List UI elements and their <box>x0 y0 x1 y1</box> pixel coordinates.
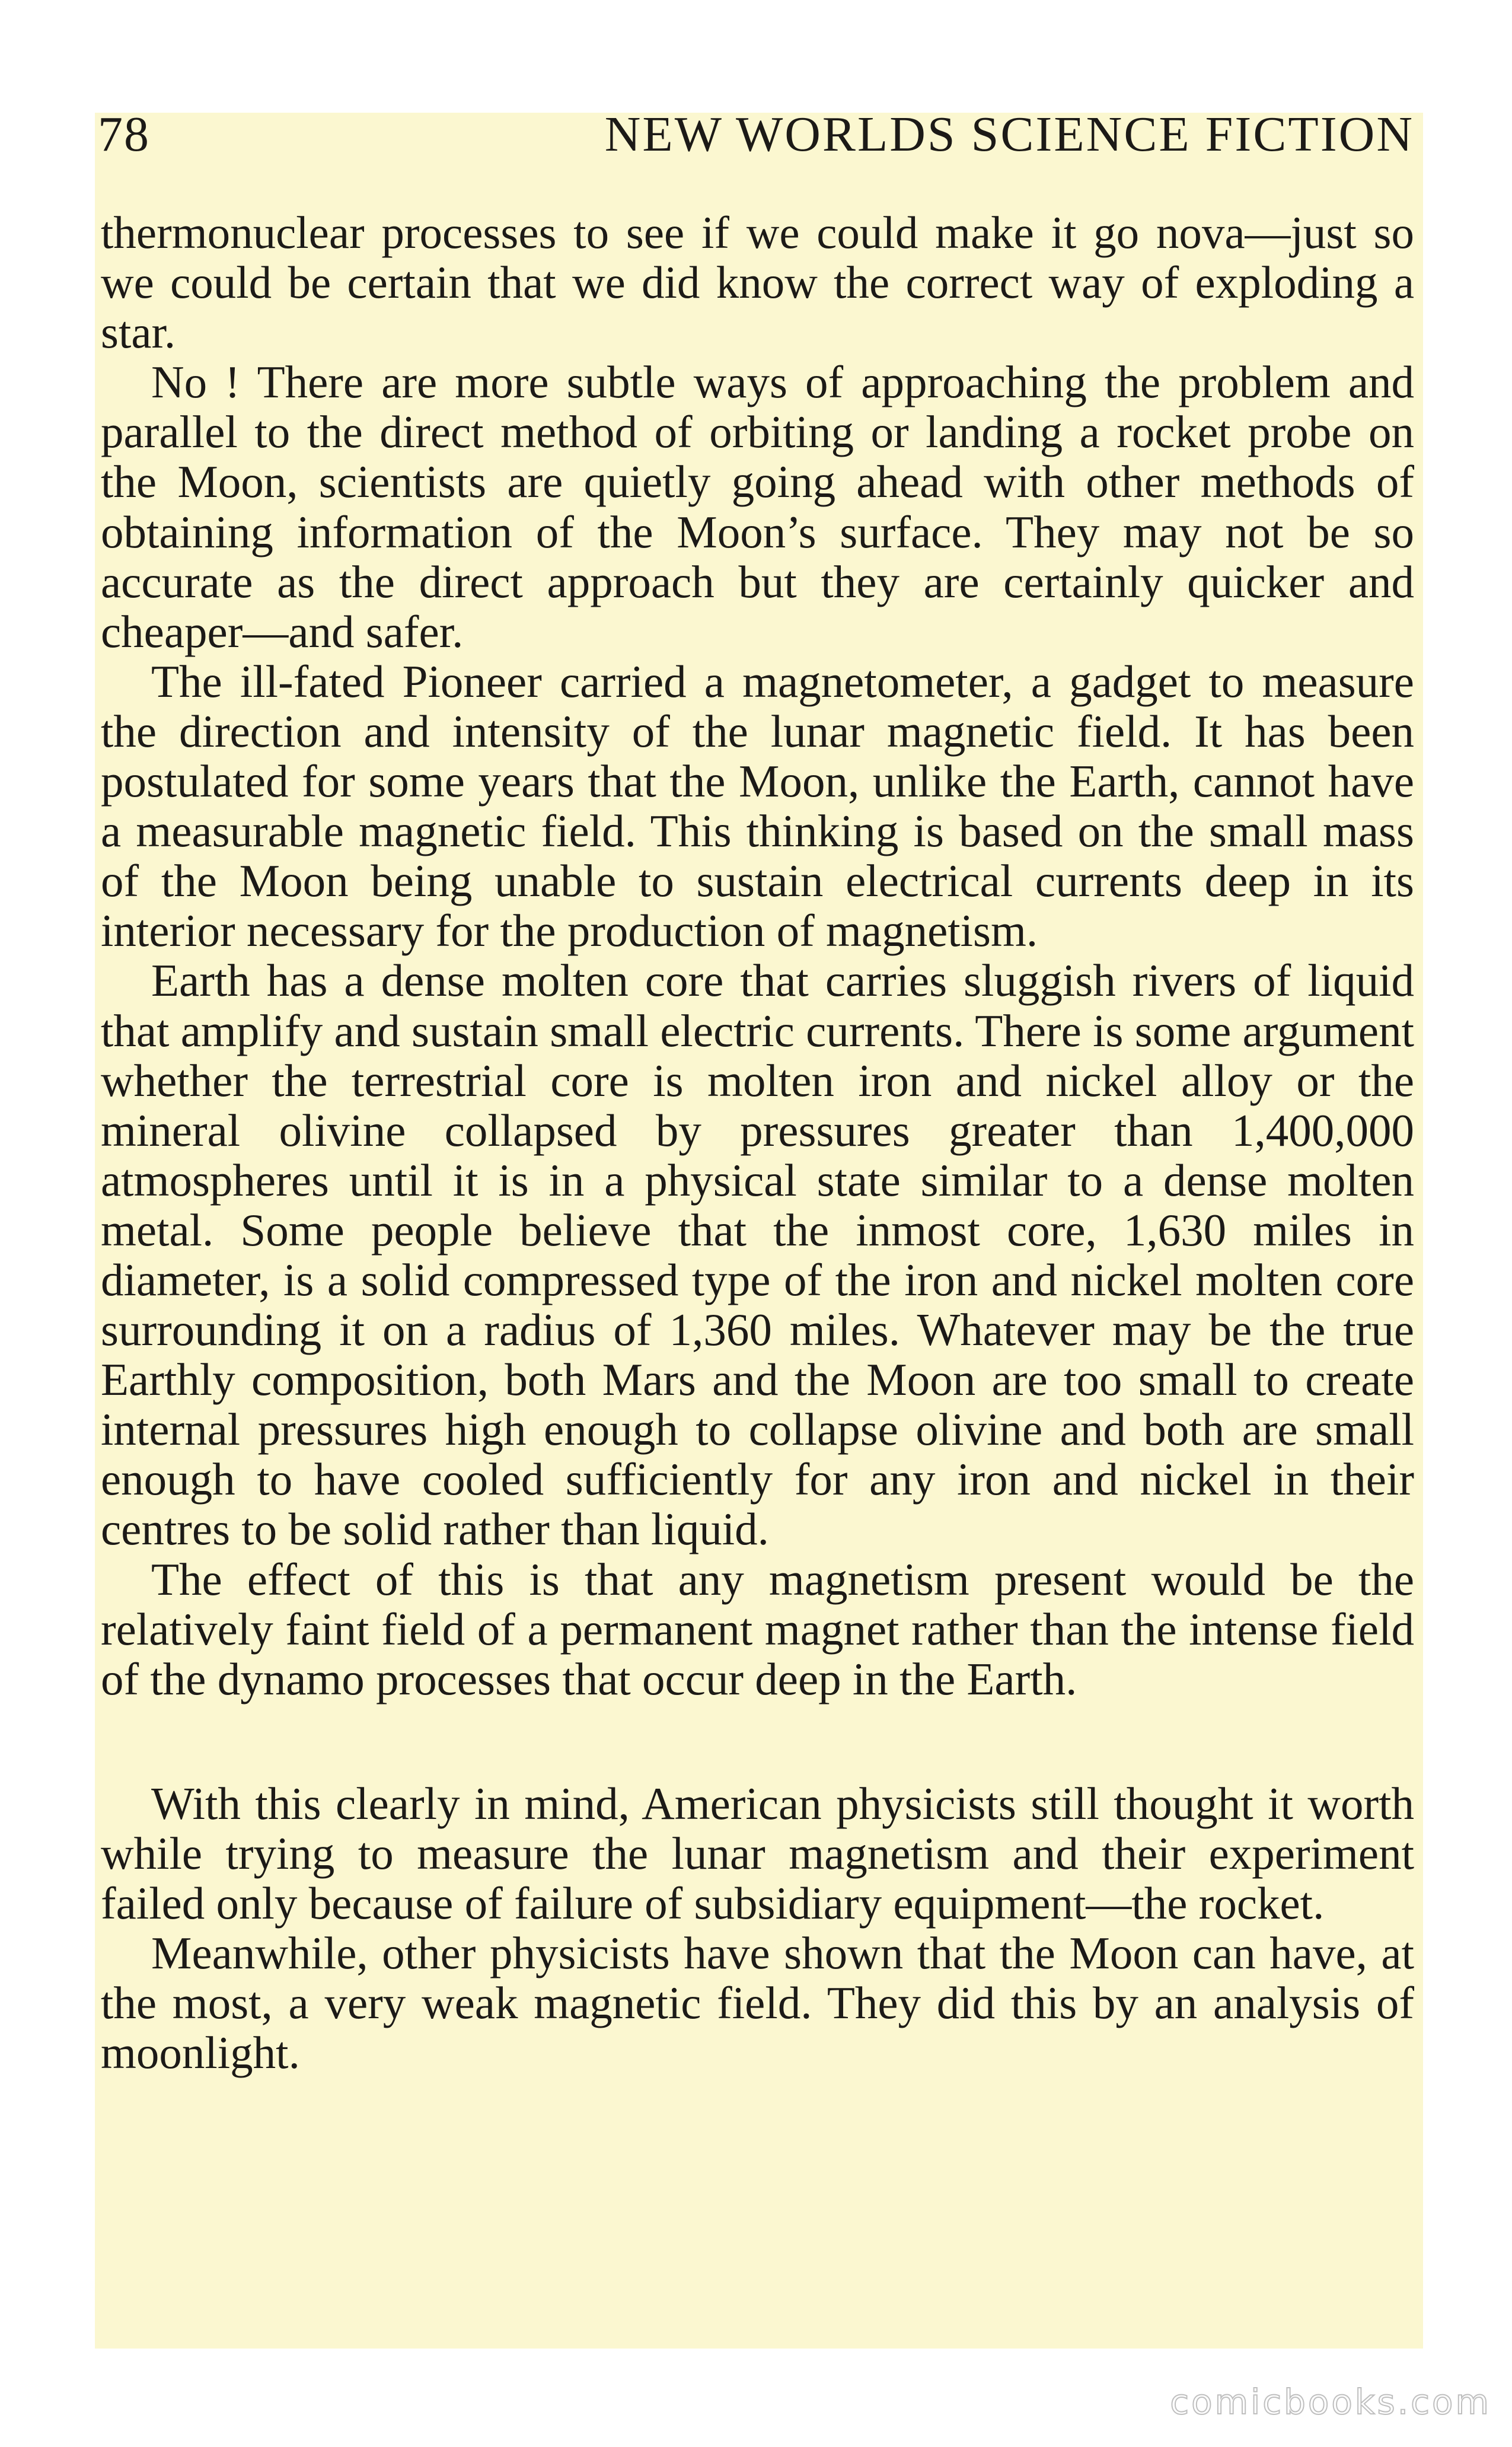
paragraph-5: The effect of this is that any magnetism present would be the relatively faint field of a permanent magnet rather than the intense field of the dynamo processes that occur deep in the Earth. <box>101 1553 1414 1704</box>
paragraph-6: With this clearly in mind, American physicists still thought it worth while trying to measure the lunar magnetism and their experiment failed only because of failure of subsidiary equipment—the rocket. <box>101 1777 1414 1929</box>
paragraph-7: Meanwhile, other physicists have shown that the Moon can have, at the most, a very weak magnetic field. They did this by an analysis of moonlight. <box>101 1927 1414 2079</box>
running-title: NEW WORLDS SCIENCE FICTION <box>604 107 1414 162</box>
paragraph-1: thermonuclear processes to see if we could make it go nova—just so we could be certain that we did know the correct way of exploding a star. <box>101 207 1414 358</box>
watermark-text: comicbooks.com <box>1170 2382 1491 2422</box>
page-number: 78 <box>98 107 150 162</box>
paragraph-2: No ! There are more subtle ways of approaching the problem and parallel to the direct method of orbiting or landing a rocket probe on the Moon, scientists are quietly going ahead with other methods of obtaining information of the Moon’s surface. They may not be so accurate as the direct approach but they are certainly quicker and cheaper—and safer. <box>101 356 1414 657</box>
paragraph-3: The ill-fated Pioneer carried a magnetometer, a gadget to measure the direction and intensity of the lunar magnetic field. It has been postulated for some years that the Moon, unlike the Earth, cannot have a measurable magnetic field. This thinking is based on the small mass of the Moon being unable to sustain electrical currents deep in its interior necessary for the production of magnetism. <box>101 655 1414 957</box>
paragraph-4: Earth has a dense molten core that carries sluggish rivers of liquid that amplify and sustain small electric currents. There is some argument whether the terrestrial core is molten iron and nickel alloy or the mineral olivine collapsed by pressures greater than 1,400,000 atmospheres until it is in a physical state similar to a dense molten metal. Some people believe that the inmost core, 1,630 miles in diameter, is a solid compressed type of the iron and nickel molten core surrounding it on a radius of 1,360 miles. Whatever may be the true Earthly composition, both Mars and the Moon are too small to create internal pressures high enough to collapse olivine and both are small enough to have cooled sufficiently for any iron and nickel in their centres to be solid rather than liquid. <box>101 955 1414 1555</box>
page-header <box>98 106 1414 171</box>
article-body <box>101 208 1414 2078</box>
